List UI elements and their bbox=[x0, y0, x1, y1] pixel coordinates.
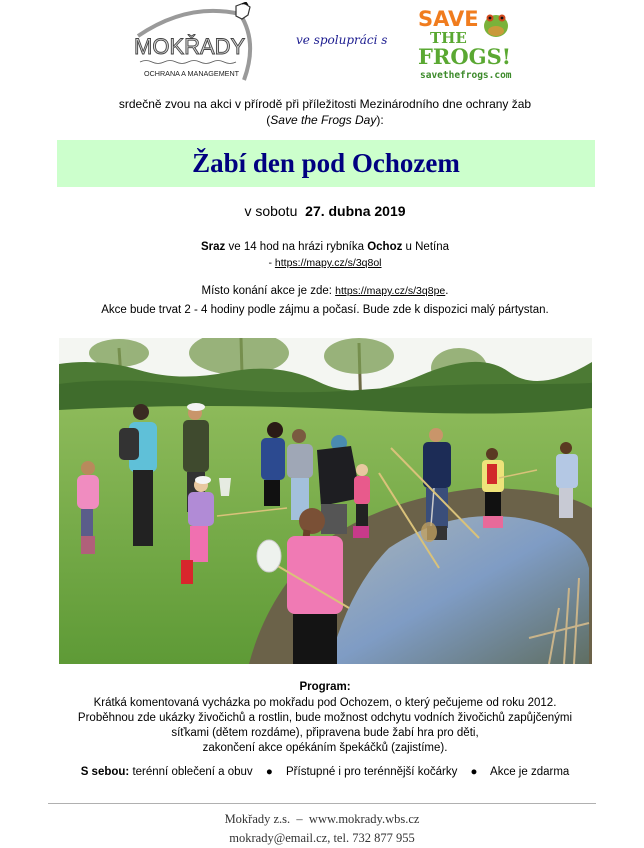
mokrady-logo bbox=[128, 2, 268, 82]
meeting-text-2: u Netína bbox=[402, 241, 450, 253]
footer bbox=[48, 810, 596, 848]
mokrady-logo-name: MOKŘADY bbox=[134, 34, 246, 59]
stf-logo-url: savethefrogs.com bbox=[420, 70, 512, 81]
event-date bbox=[60, 203, 590, 219]
program-line: síťkami (dětem rozdáme), připravena bude žabí hra pro děti, bbox=[171, 727, 479, 739]
bullet-icon: ● bbox=[265, 766, 273, 778]
venue-info bbox=[60, 282, 590, 320]
intro-paren-close: ): bbox=[376, 113, 384, 127]
meeting-place: Ochoz bbox=[367, 241, 403, 253]
meeting-dash: - bbox=[268, 257, 275, 269]
meeting-info bbox=[60, 239, 590, 271]
program-line: zakončení akce opékáním špekáčků (zajistíme). bbox=[202, 742, 448, 754]
stf-logo-save: SAVE bbox=[418, 7, 479, 31]
footer-divider bbox=[48, 803, 596, 804]
intro-line-1: srdečně zvou na akci v přírodě při příležitosti Mezinárodního dne ochrany žab bbox=[118, 97, 532, 111]
venue-after: . bbox=[445, 285, 449, 297]
frog-icon bbox=[484, 15, 508, 38]
footer-line-2: mokrady@email.cz, tel. 732 877 955 bbox=[229, 831, 415, 845]
bring-item: terénní oblečení a obuv bbox=[132, 766, 253, 778]
save-the-frogs-logo bbox=[416, 4, 516, 82]
event-photo-graphic bbox=[59, 338, 592, 664]
bullet-icon: ● bbox=[470, 766, 478, 778]
bring-item: Přístupné i pro terénnější kočárky bbox=[286, 766, 458, 778]
program-line: Proběhnou zde ukázky živočichů a rostlin, bude možnost odchytu vodních živočichů zapůjčenými bbox=[77, 712, 573, 724]
venue-map-link[interactable]: https://mapy.cz/s/3q8pe bbox=[335, 285, 446, 297]
bring-along bbox=[60, 766, 590, 778]
page-title: Žabí den pod Ochozem bbox=[192, 148, 460, 178]
bring-item: Akce je zdarma bbox=[490, 766, 570, 778]
venue-duration: Akce bude trvat 2 - 4 hodiny podle zájmu a počasí. Bude zde k dispozici malý pártystan. bbox=[101, 304, 549, 316]
program-heading: Program: bbox=[299, 681, 351, 693]
stf-logo-the: THE bbox=[430, 29, 467, 47]
mokrady-logo-subtitle: OCHRANA A MANAGEMENT bbox=[144, 69, 240, 78]
date-prefix: v sobotu bbox=[244, 203, 298, 219]
meeting-text-1: ve 14 hod na hrázi rybníka bbox=[225, 241, 368, 253]
meeting-label: Sraz bbox=[200, 241, 226, 253]
venue-text: Místo konání akce je zde: bbox=[201, 285, 336, 297]
intro-paren-open: ( bbox=[266, 113, 271, 127]
collaboration-text: ve spolupráci s bbox=[296, 33, 388, 47]
date-value: 27. dubna 2019 bbox=[305, 203, 406, 219]
intro-save-the-frogs-day: Save the Frogs Day bbox=[270, 113, 377, 127]
program-section bbox=[50, 680, 600, 756]
event-photo bbox=[59, 338, 592, 664]
program-line: Krátká komentovaná vycházka po mokřadu pod Ochozem, o který pečujeme od roku 2012. bbox=[93, 697, 557, 709]
title-band bbox=[57, 140, 595, 187]
stf-logo-frogs: FROGS! bbox=[418, 44, 511, 69]
intro-line-2 bbox=[60, 112, 590, 128]
bring-label: S sebou: bbox=[80, 766, 130, 778]
mokrady-logo-graphic bbox=[128, 2, 268, 82]
meeting-map-link[interactable]: https://mapy.cz/s/3q8ol bbox=[274, 257, 382, 269]
intro-text bbox=[60, 96, 590, 128]
footer-line-1: Mokřady z.s. – www.mokrady.wbs.cz bbox=[224, 812, 420, 826]
frog-icon bbox=[236, 3, 250, 19]
